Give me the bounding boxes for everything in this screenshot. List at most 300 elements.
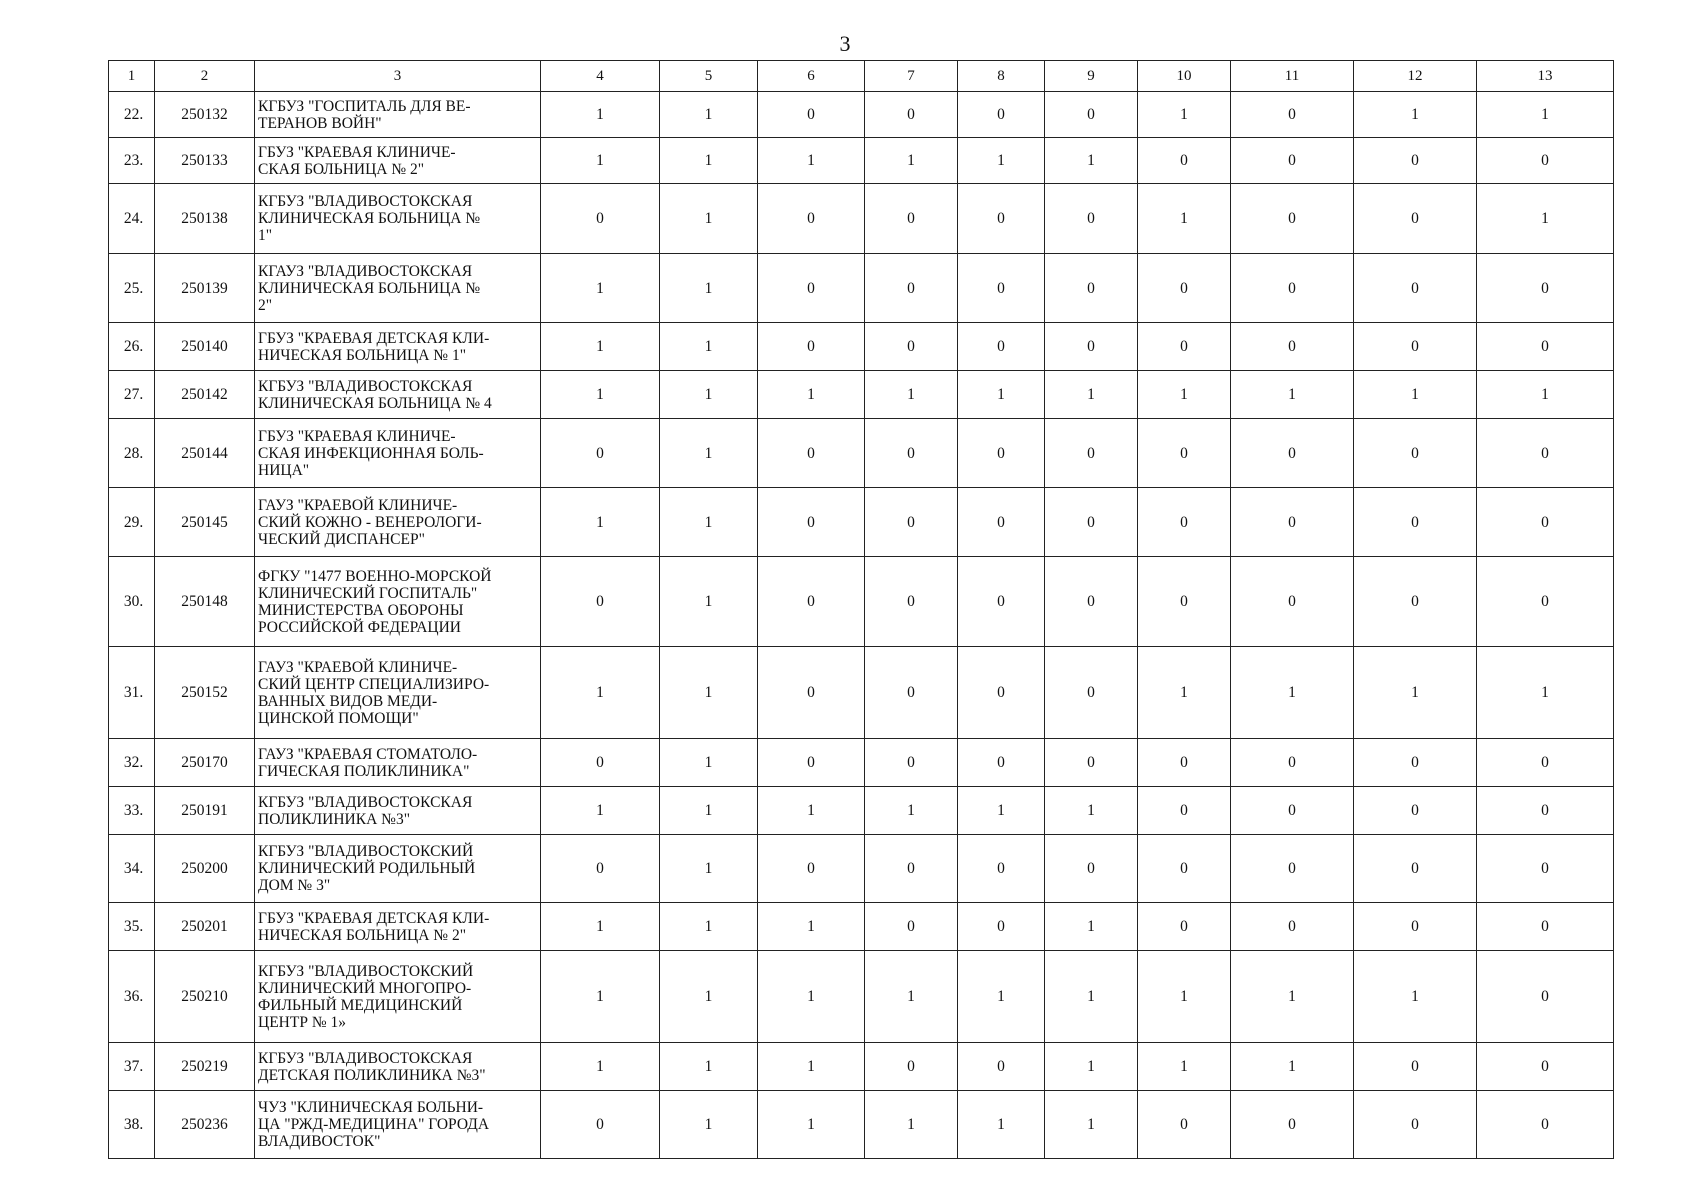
organization-name-line: СКАЯ ИНФЕКЦИОННАЯ БОЛЬ- [258, 444, 484, 462]
value-cell-col-11: 0 [1231, 92, 1354, 138]
organization-name-line: КГБУЗ "ВЛАДИВОСТОКСКАЯ [258, 377, 473, 395]
organization-name-line: НИЧЕСКАЯ БОЛЬНИЦА № 2" [258, 926, 467, 944]
organization-name-line: НИЦА" [258, 461, 310, 479]
value-cell-col-8: 0 [958, 835, 1045, 903]
value-cell-col-13: 1 [1477, 647, 1614, 739]
organization-name-line: СКАЯ БОЛЬНИЦА № 2" [258, 160, 425, 178]
organization-name-line: КЛИНИЧЕСКИЙ МНОГОПРО- [258, 979, 472, 997]
value-cell-col-10: 0 [1138, 488, 1231, 557]
value-cell-col-6: 1 [758, 787, 865, 835]
value-cell-col-4: 0 [541, 835, 660, 903]
value-cell-col-13: 0 [1477, 557, 1614, 647]
value-cell-col-12: 0 [1354, 835, 1477, 903]
value-cell-col-5: 1 [660, 1091, 758, 1159]
table-row [109, 371, 1614, 419]
row-number: 24. [109, 184, 155, 254]
value-cell-col-12: 0 [1354, 254, 1477, 323]
organization-name [255, 903, 541, 951]
organization-name-line: ЦИНСКОЙ ПОМОЩИ" [258, 709, 419, 727]
value-cell-col-11: 0 [1231, 787, 1354, 835]
column-header-12: 12 [1354, 61, 1477, 92]
organization-name [255, 92, 541, 138]
organization-name-line: КЛИНИЧЕСКИЙ РОДИЛЬНЫЙ [258, 860, 476, 877]
value-cell-col-13: 0 [1477, 419, 1614, 488]
value-cell-col-13: 0 [1477, 951, 1614, 1043]
value-cell-col-8: 0 [958, 254, 1045, 323]
organization-code: 250140 [155, 323, 255, 371]
value-cell-col-6: 0 [758, 488, 865, 557]
value-cell-col-9: 0 [1045, 323, 1138, 371]
value-cell-col-5: 1 [660, 371, 758, 419]
table-row [109, 184, 1614, 254]
value-cell-col-13: 0 [1477, 739, 1614, 787]
row-number: 31. [109, 647, 155, 739]
value-cell-col-8: 1 [958, 787, 1045, 835]
value-cell-col-6: 1 [758, 903, 865, 951]
organization-name-line: ДОМ № 3" [258, 877, 331, 894]
column-header-3: 3 [255, 61, 541, 92]
column-header-8: 8 [958, 61, 1045, 92]
value-cell-col-12: 0 [1354, 323, 1477, 371]
organization-name-line: ВАННЫХ ВИДОВ МЕДИ- [258, 692, 438, 710]
organization-name [255, 254, 541, 323]
value-cell-col-9: 0 [1045, 254, 1138, 323]
organization-name-line: ВЛАДИВОСТОК" [258, 1133, 381, 1150]
organization-name-line: ФГКУ "1477 ВОЕННО-МОРСКОЙ [258, 567, 492, 585]
organization-name [255, 371, 541, 419]
row-number: 30. [109, 557, 155, 647]
value-cell-col-13: 0 [1477, 323, 1614, 371]
value-cell-col-12: 1 [1354, 371, 1477, 419]
table-row [109, 647, 1614, 739]
organization-name-line: ЦА "РЖД-МЕДИЦИНА" ГОРОДА [258, 1116, 490, 1133]
table-body [109, 92, 1614, 1159]
value-cell-col-6: 1 [758, 1043, 865, 1091]
value-cell-col-9: 1 [1045, 903, 1138, 951]
value-cell-col-10: 1 [1138, 371, 1231, 419]
column-header-11: 11 [1231, 61, 1354, 92]
value-cell-col-11: 0 [1231, 739, 1354, 787]
value-cell-col-10: 0 [1138, 323, 1231, 371]
table-row [109, 787, 1614, 835]
value-cell-col-10: 0 [1138, 1091, 1231, 1159]
value-cell-col-6: 1 [758, 951, 865, 1043]
value-cell-col-9: 0 [1045, 835, 1138, 903]
value-cell-col-11: 0 [1231, 1091, 1354, 1159]
organization-code: 250138 [155, 184, 255, 254]
organization-name-line: ГИЧЕСКАЯ ПОЛИКЛИНИКА" [258, 762, 470, 780]
organization-code: 250152 [155, 647, 255, 739]
organization-code: 250170 [155, 739, 255, 787]
row-number: 25. [109, 254, 155, 323]
table-row [109, 92, 1614, 138]
value-cell-col-11: 1 [1231, 371, 1354, 419]
organization-name-line: КЛИНИЧЕСКАЯ БОЛЬНИЦА № 4 [258, 394, 492, 412]
organization-code: 250148 [155, 557, 255, 647]
organization-code: 250191 [155, 787, 255, 835]
value-cell-col-5: 1 [660, 419, 758, 488]
row-number: 32. [109, 739, 155, 787]
value-cell-col-7: 1 [865, 371, 958, 419]
organization-name-line: СКИЙ КОЖНО - ВЕНЕРОЛОГИ- [258, 513, 482, 531]
value-cell-col-7: 1 [865, 1091, 958, 1159]
row-number: 38. [109, 1091, 155, 1159]
value-cell-col-12: 0 [1354, 488, 1477, 557]
value-cell-col-4: 0 [541, 419, 660, 488]
value-cell-col-13: 0 [1477, 1043, 1614, 1091]
value-cell-col-5: 1 [660, 323, 758, 371]
organization-name [255, 138, 541, 184]
value-cell-col-7: 0 [865, 557, 958, 647]
value-cell-col-4: 1 [541, 647, 660, 739]
table-row [109, 1091, 1614, 1159]
organization-code: 250145 [155, 488, 255, 557]
value-cell-col-13: 0 [1477, 1091, 1614, 1159]
value-cell-col-7: 1 [865, 138, 958, 184]
column-header-10: 10 [1138, 61, 1231, 92]
value-cell-col-8: 0 [958, 739, 1045, 787]
value-cell-col-4: 0 [541, 184, 660, 254]
value-cell-col-4: 1 [541, 903, 660, 951]
value-cell-col-13: 1 [1477, 184, 1614, 254]
value-cell-col-11: 0 [1231, 903, 1354, 951]
value-cell-col-7: 0 [865, 419, 958, 488]
value-cell-col-4: 1 [541, 488, 660, 557]
value-cell-col-11: 0 [1231, 557, 1354, 647]
value-cell-col-12: 1 [1354, 951, 1477, 1043]
value-cell-col-10: 0 [1138, 138, 1231, 184]
organization-name-line: ФИЛЬНЫЙ МЕДИЦИНСКИЙ [258, 996, 463, 1014]
column-header-5: 5 [660, 61, 758, 92]
organization-name-line: МИНИСТЕРСТВА ОБОРОНЫ [258, 601, 464, 619]
table-row [109, 323, 1614, 371]
value-cell-col-6: 0 [758, 557, 865, 647]
organization-name-line: КГБУЗ "ВЛАДИВОСТОКСКАЯ [258, 793, 473, 811]
organization-name-line: ГБУЗ "КРАЕВАЯ ДЕТСКАЯ КЛИ- [258, 329, 490, 347]
value-cell-col-10: 0 [1138, 903, 1231, 951]
row-number: 26. [109, 323, 155, 371]
value-cell-col-6: 0 [758, 92, 865, 138]
value-cell-col-9: 0 [1045, 647, 1138, 739]
row-number: 27. [109, 371, 155, 419]
column-header-13: 13 [1477, 61, 1614, 92]
row-number: 33. [109, 787, 155, 835]
value-cell-col-8: 0 [958, 903, 1045, 951]
value-cell-col-4: 1 [541, 951, 660, 1043]
value-cell-col-9: 1 [1045, 138, 1138, 184]
organization-code: 250201 [155, 903, 255, 951]
table-row [109, 1043, 1614, 1091]
table-row [109, 488, 1614, 557]
value-cell-col-7: 1 [865, 951, 958, 1043]
value-cell-col-9: 0 [1045, 92, 1138, 138]
value-cell-col-11: 0 [1231, 184, 1354, 254]
value-cell-col-10: 0 [1138, 419, 1231, 488]
value-cell-col-9: 0 [1045, 488, 1138, 557]
value-cell-col-6: 0 [758, 323, 865, 371]
value-cell-col-12: 0 [1354, 138, 1477, 184]
organization-code: 250236 [155, 1091, 255, 1159]
organization-name-line: НИЧЕСКАЯ БОЛЬНИЦА № 1" [258, 346, 467, 364]
organization-name [255, 1043, 541, 1091]
value-cell-col-6: 0 [758, 419, 865, 488]
value-cell-col-5: 1 [660, 557, 758, 647]
table-row [109, 138, 1614, 184]
value-cell-col-9: 1 [1045, 787, 1138, 835]
value-cell-col-6: 0 [758, 647, 865, 739]
table-row [109, 835, 1614, 903]
value-cell-col-10: 0 [1138, 254, 1231, 323]
organization-code: 250142 [155, 371, 255, 419]
organization-name-line: КГБУЗ "ГОСПИТАЛЬ ДЛЯ ВЕ- [258, 97, 471, 115]
row-number: 34. [109, 835, 155, 903]
value-cell-col-11: 0 [1231, 323, 1354, 371]
value-cell-col-10: 1 [1138, 951, 1231, 1043]
value-cell-col-7: 0 [865, 903, 958, 951]
organization-name-line: РОССИЙСКОЙ ФЕДЕРАЦИИ [258, 618, 461, 636]
organization-name-line: КЛИНИЧЕСКАЯ БОЛЬНИЦА № [258, 210, 481, 227]
organization-name [255, 557, 541, 647]
value-cell-col-4: 1 [541, 92, 660, 138]
value-cell-col-12: 1 [1354, 92, 1477, 138]
organization-code: 250139 [155, 254, 255, 323]
value-cell-col-7: 0 [865, 835, 958, 903]
value-cell-col-13: 1 [1477, 371, 1614, 419]
organization-code: 250144 [155, 419, 255, 488]
column-header-4: 4 [541, 61, 660, 92]
value-cell-col-5: 1 [660, 647, 758, 739]
organization-name-line: ЦЕНТР № 1» [258, 1013, 346, 1031]
value-cell-col-6: 0 [758, 254, 865, 323]
value-cell-col-9: 1 [1045, 1091, 1138, 1159]
organization-name-line: ДЕТСКАЯ ПОЛИКЛИНИКА №3" [258, 1066, 486, 1084]
value-cell-col-7: 0 [865, 739, 958, 787]
organization-code: 250219 [155, 1043, 255, 1091]
value-cell-col-8: 0 [958, 647, 1045, 739]
value-cell-col-4: 0 [541, 557, 660, 647]
organization-name-line: КГБУЗ "ВЛАДИВОСТОКСКИЙ [258, 843, 474, 860]
value-cell-col-10: 0 [1138, 557, 1231, 647]
value-cell-col-11: 0 [1231, 254, 1354, 323]
value-cell-col-7: 1 [865, 787, 958, 835]
value-cell-col-8: 0 [958, 92, 1045, 138]
value-cell-col-12: 0 [1354, 903, 1477, 951]
value-cell-col-5: 1 [660, 787, 758, 835]
organization-name-line: ГБУЗ "КРАЕВАЯ КЛИНИЧЕ- [258, 427, 456, 445]
organization-name-line: ЧЕСКИЙ ДИСПАНСЕР" [258, 530, 425, 548]
value-cell-col-8: 0 [958, 184, 1045, 254]
value-cell-col-10: 1 [1138, 1043, 1231, 1091]
organization-name [255, 951, 541, 1043]
value-cell-col-12: 0 [1354, 1091, 1477, 1159]
column-header-9: 9 [1045, 61, 1138, 92]
organization-name-line: ТЕРАНОВ ВОЙН" [258, 114, 382, 132]
organization-name [255, 184, 541, 254]
value-cell-col-10: 1 [1138, 184, 1231, 254]
organization-name-line: ГБУЗ "КРАЕВАЯ КЛИНИЧЕ- [258, 143, 456, 161]
value-cell-col-9: 1 [1045, 1043, 1138, 1091]
value-cell-col-4: 1 [541, 371, 660, 419]
value-cell-col-11: 1 [1231, 951, 1354, 1043]
value-cell-col-12: 0 [1354, 419, 1477, 488]
value-cell-col-11: 1 [1231, 647, 1354, 739]
organization-name-line: ГАУЗ "КРАЕВАЯ СТОМАТОЛО- [258, 745, 478, 763]
value-cell-col-8: 0 [958, 557, 1045, 647]
value-cell-col-6: 0 [758, 739, 865, 787]
organization-name [255, 419, 541, 488]
value-cell-col-13: 1 [1477, 92, 1614, 138]
value-cell-col-6: 1 [758, 1091, 865, 1159]
value-cell-col-8: 1 [958, 951, 1045, 1043]
value-cell-col-10: 0 [1138, 787, 1231, 835]
value-cell-col-13: 0 [1477, 903, 1614, 951]
value-cell-col-8: 0 [958, 488, 1045, 557]
value-cell-col-7: 0 [865, 323, 958, 371]
organization-name-line: КЛИНИЧЕСКАЯ БОЛЬНИЦА № [258, 279, 481, 297]
organization-name [255, 488, 541, 557]
value-cell-col-12: 0 [1354, 184, 1477, 254]
table-row [109, 951, 1614, 1043]
table-row [109, 557, 1614, 647]
value-cell-col-8: 1 [958, 1091, 1045, 1159]
value-cell-col-6: 0 [758, 184, 865, 254]
value-cell-col-13: 0 [1477, 835, 1614, 903]
column-header-1: 1 [109, 61, 155, 92]
value-cell-col-10: 1 [1138, 647, 1231, 739]
row-number: 22. [109, 92, 155, 138]
value-cell-col-4: 1 [541, 138, 660, 184]
value-cell-col-5: 1 [660, 254, 758, 323]
value-cell-col-4: 1 [541, 1043, 660, 1091]
value-cell-col-7: 0 [865, 92, 958, 138]
row-number: 36. [109, 951, 155, 1043]
value-cell-col-13: 0 [1477, 138, 1614, 184]
organization-name [255, 323, 541, 371]
value-cell-col-6: 1 [758, 138, 865, 184]
value-cell-col-10: 1 [1138, 92, 1231, 138]
organization-name-line: ПОЛИКЛИНИКА №3" [258, 810, 411, 828]
organization-code: 250133 [155, 138, 255, 184]
data-table [108, 60, 1614, 1159]
row-number: 37. [109, 1043, 155, 1091]
value-cell-col-9: 0 [1045, 184, 1138, 254]
organization-name [255, 1091, 541, 1159]
value-cell-col-11: 0 [1231, 835, 1354, 903]
value-cell-col-12: 0 [1354, 787, 1477, 835]
value-cell-col-6: 0 [758, 835, 865, 903]
organization-name-line: 2" [258, 296, 273, 314]
value-cell-col-5: 1 [660, 739, 758, 787]
value-cell-col-5: 1 [660, 1043, 758, 1091]
value-cell-col-9: 1 [1045, 371, 1138, 419]
table-row [109, 903, 1614, 951]
row-number: 29. [109, 488, 155, 557]
value-cell-col-5: 1 [660, 184, 758, 254]
value-cell-col-9: 0 [1045, 557, 1138, 647]
value-cell-col-9: 1 [1045, 951, 1138, 1043]
value-cell-col-12: 0 [1354, 1043, 1477, 1091]
organization-name [255, 835, 541, 903]
organization-name [255, 787, 541, 835]
row-number: 28. [109, 419, 155, 488]
value-cell-col-4: 0 [541, 739, 660, 787]
value-cell-col-10: 0 [1138, 835, 1231, 903]
organization-code: 250200 [155, 835, 255, 903]
column-header-7: 7 [865, 61, 958, 92]
value-cell-col-5: 1 [660, 835, 758, 903]
value-cell-col-11: 1 [1231, 1043, 1354, 1091]
value-cell-col-5: 1 [660, 488, 758, 557]
value-cell-col-9: 0 [1045, 419, 1138, 488]
value-cell-col-7: 0 [865, 647, 958, 739]
value-cell-col-4: 1 [541, 254, 660, 323]
value-cell-col-5: 1 [660, 138, 758, 184]
value-cell-col-4: 0 [541, 1091, 660, 1159]
value-cell-col-8: 1 [958, 138, 1045, 184]
header-row [109, 61, 1614, 92]
value-cell-col-13: 0 [1477, 254, 1614, 323]
organization-code: 250132 [155, 92, 255, 138]
value-cell-col-7: 0 [865, 184, 958, 254]
page-number: 3 [839, 31, 851, 56]
organization-name-line: КЛИНИЧЕСКИЙ ГОСПИТАЛЬ" [258, 584, 478, 602]
organization-name-line: 1" [258, 227, 273, 244]
value-cell-col-7: 0 [865, 488, 958, 557]
row-number: 35. [109, 903, 155, 951]
organization-name-line: КГАУЗ "ВЛАДИВОСТОКСКАЯ [258, 262, 473, 280]
value-cell-col-6: 1 [758, 371, 865, 419]
column-header-6: 6 [758, 61, 865, 92]
organization-name-line: ЧУЗ "КЛИНИЧЕСКАЯ БОЛЬНИ- [258, 1099, 484, 1116]
value-cell-col-4: 1 [541, 787, 660, 835]
table-row [109, 419, 1614, 488]
value-cell-col-11: 0 [1231, 419, 1354, 488]
value-cell-col-11: 0 [1231, 138, 1354, 184]
value-cell-col-8: 0 [958, 419, 1045, 488]
value-cell-col-12: 0 [1354, 557, 1477, 647]
value-cell-col-5: 1 [660, 903, 758, 951]
row-number: 23. [109, 138, 155, 184]
value-cell-col-5: 1 [660, 951, 758, 1043]
value-cell-col-13: 0 [1477, 787, 1614, 835]
organization-name-line: ГАУЗ "КРАЕВОЙ КЛИНИЧЕ- [258, 496, 458, 514]
organization-name-line: СКИЙ ЦЕНТР СПЕЦИАЛИЗИРО- [258, 675, 490, 693]
organization-name [255, 647, 541, 739]
value-cell-col-7: 0 [865, 254, 958, 323]
organization-code: 250210 [155, 951, 255, 1043]
table-row [109, 739, 1614, 787]
organization-name-line: ГБУЗ "КРАЕВАЯ ДЕТСКАЯ КЛИ- [258, 909, 490, 927]
column-header-2: 2 [155, 61, 255, 92]
organization-name-line: КГБУЗ "ВЛАДИВОСТОКСКИЙ [258, 962, 474, 980]
organization-name-line: КГБУЗ "ВЛАДИВОСТОКСКАЯ [258, 193, 473, 210]
value-cell-col-4: 1 [541, 323, 660, 371]
value-cell-col-8: 0 [958, 323, 1045, 371]
value-cell-col-13: 0 [1477, 488, 1614, 557]
value-cell-col-12: 1 [1354, 647, 1477, 739]
value-cell-col-10: 0 [1138, 739, 1231, 787]
value-cell-col-7: 0 [865, 1043, 958, 1091]
table-row [109, 254, 1614, 323]
value-cell-col-11: 0 [1231, 488, 1354, 557]
value-cell-col-8: 0 [958, 1043, 1045, 1091]
organization-name-line: ГАУЗ "КРАЕВОЙ КЛИНИЧЕ- [258, 658, 458, 676]
value-cell-col-5: 1 [660, 92, 758, 138]
organization-name-line: КГБУЗ "ВЛАДИВОСТОКСКАЯ [258, 1049, 473, 1067]
organization-name [255, 739, 541, 787]
value-cell-col-9: 0 [1045, 739, 1138, 787]
value-cell-col-12: 0 [1354, 739, 1477, 787]
